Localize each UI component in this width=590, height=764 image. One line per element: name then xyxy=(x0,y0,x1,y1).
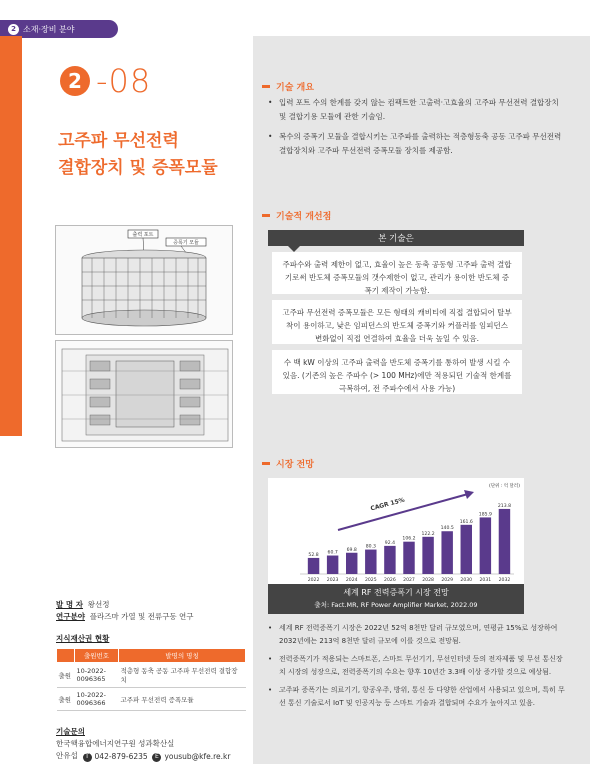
ip-table xyxy=(56,648,246,711)
ip-col-number: 출원번호 xyxy=(75,649,119,663)
title-line2: 결합장치 및 증폭모듈 xyxy=(58,158,218,178)
ip-name: 적층형 동축 공동 고주파 무선전력 결합장치 xyxy=(119,663,246,688)
heading-bar xyxy=(262,214,270,217)
device-diagram-top xyxy=(55,225,233,335)
chart-caption xyxy=(268,584,524,614)
bar-value-label: 185.9 xyxy=(478,512,492,518)
inventor-label: 발 명 자 xyxy=(56,600,83,609)
contact-block xyxy=(56,726,230,763)
x-tick-label: 2030 xyxy=(460,578,473,583)
bar-value-label: 140.5 xyxy=(440,526,454,532)
bar xyxy=(441,531,452,574)
chart-caption-source: 출처: Fact.MR, RF Power Amplifier Market, 2022.09 xyxy=(314,601,478,609)
market-bullet: • 고주파 증폭기는 의료기기, 항공우주, 방위, 통신 등 다양한 산업에서 사용되고 있으며, 특히 무선 통신 기술로서 IoT 및 인공지능 등 스마트 기술과 결합되며 수요가 높아지고 있음. xyxy=(268,684,568,709)
contact-org: 한국핵융합에너지연구원 성과확산실 xyxy=(56,739,175,748)
item-circle: 2 xyxy=(60,66,90,96)
chart-unit-label: (단위 : 억 달러) xyxy=(488,484,520,489)
chart-caption-title: 세계 RF 전력증폭기 시장 전망 xyxy=(343,588,449,597)
market-bullet: • 전력증폭기가 적용되는 스마트폰, 스마트 무선기기, 무선인터넷 등의 전자제품 및 무선 통신장치 시장의 성장으로, 전력증폭기의 수요는 향후 10년간 3.3배 이상 증가할 것으로 예상됨. xyxy=(268,653,568,678)
ip-col-type xyxy=(57,649,75,663)
bar-value-label: 213.8 xyxy=(497,503,512,509)
bar xyxy=(308,558,319,574)
market-heading-text: 시장 전망 xyxy=(276,460,314,470)
phone-icon: T xyxy=(83,753,92,762)
field-value: 플라즈마 가열 및 전류구동 연구 xyxy=(89,612,194,621)
overview-heading-text: 기술 개요 xyxy=(276,83,314,93)
heading-bar xyxy=(262,462,270,465)
bar xyxy=(403,542,414,574)
category-number: 2 xyxy=(8,24,19,35)
bar-value-label: 92.4 xyxy=(384,540,396,546)
bar xyxy=(365,550,376,574)
page-title xyxy=(58,128,218,182)
bar-value-label: 161.6 xyxy=(459,519,473,525)
improve-box: 고주파 무선전력 증폭모듈은 모든 형태의 캐비티에 직접 결합되어 탈부착이 용이하고, 낮은 임피던스의 반도체 증폭기와 커플러를 임피던스 변화없이 직접 연결하여 효율을 더욱 높일 수 있음. xyxy=(272,300,522,344)
label-amp-module: 증폭기 모듈 xyxy=(173,240,199,246)
field-label: 연구분야 xyxy=(56,612,85,621)
contact-email[interactable]: yousub@kfe.re.kr xyxy=(164,752,231,761)
bar-value-label: 69.8 xyxy=(346,547,357,553)
contact-name: 안유섭 xyxy=(56,751,78,760)
cagr-arrowhead xyxy=(464,490,474,499)
table-row xyxy=(57,663,246,688)
x-tick-label: 2025 xyxy=(364,578,377,583)
contact-phone[interactable]: 042-879-6235 xyxy=(94,752,148,761)
ip-heading xyxy=(56,633,109,645)
category-label: 소재·장비 분야 xyxy=(23,24,75,34)
bar-value-label: 60.7 xyxy=(327,550,338,556)
inventor-info xyxy=(56,599,194,623)
label-output-port: 출력 포트 xyxy=(132,232,154,238)
x-tick-label: 2023 xyxy=(326,578,339,583)
heading-bar xyxy=(262,85,270,88)
improve-heading xyxy=(262,209,331,222)
x-tick-label: 2024 xyxy=(345,578,358,583)
x-tick-label: 2022 xyxy=(307,578,320,583)
x-tick-label: 2026 xyxy=(384,578,396,583)
cagr-label: CAGR 15% xyxy=(369,496,406,513)
bar xyxy=(499,509,510,574)
x-tick-label: 2027 xyxy=(403,578,415,583)
x-tick-label: 2028 xyxy=(422,578,434,583)
title-line1: 고주파 무선전력 xyxy=(58,131,179,151)
bar xyxy=(346,553,357,574)
improve-heading-text: 기술적 개선점 xyxy=(276,212,332,222)
improve-box: 수 백 kW 이상의 고주파 출력을 반도체 증폭기를 통하여 발생 시킬 수 있음. (기존의 높은 주파수 (> 100 MHz)에만 적용되던 기술적 한계를 극복하여, 전 주파수에서 사용 가능) xyxy=(272,350,522,394)
bar xyxy=(384,546,395,574)
item-suffix: -08 xyxy=(96,62,152,100)
market-chart-svg xyxy=(268,478,524,586)
contact-heading: 기술문의 xyxy=(56,727,85,736)
improve-box: 주파수와 출력 제한이 없고, 효율이 높은 동축 공동형 고주파 출력 결합기로써 반도체 증폭모듈의 갯수제한이 없고, 관리가 용이한 반도체 증폭기 제작이 가능함. xyxy=(272,252,522,294)
x-tick-label: 2032 xyxy=(498,578,511,583)
bar xyxy=(327,556,338,574)
bar-value-label: 80.3 xyxy=(365,544,376,550)
overview-heading xyxy=(262,80,314,93)
bar xyxy=(422,537,433,574)
x-tick-label: 2029 xyxy=(441,578,454,583)
email-icon: E xyxy=(152,753,161,762)
overview-bullet: • 복수의 증폭기 모듈을 결합시키는 고주파를 출력하는 적층형동축 공동 고주파 무선전력 결합장치와 고주파 무선전력 증폭모듈 장치를 제공함. xyxy=(268,130,568,158)
ip-type: 출원 xyxy=(57,688,75,711)
inventor-value: 왕선정 xyxy=(87,600,110,609)
device-diagram-bottom xyxy=(55,340,233,448)
ip-name: 고주파 무선전력 증폭모듈 xyxy=(119,688,246,711)
overview-bullet: • 입력 포트 수의 한계를 갖지 않는 컴팩트한 고출력·고효율의 고주파 무선전력 결합장치 및 결합기용 모듈에 관한 기술임. xyxy=(268,96,568,124)
bar xyxy=(461,525,472,574)
x-tick-label: 2031 xyxy=(479,578,492,583)
ip-col-name: 발명의 명칭 xyxy=(119,649,246,663)
improve-box-title: 본 기술은 xyxy=(268,230,524,246)
overview-bullets xyxy=(268,96,568,164)
ip-heading-text: 지식재산권 현황 xyxy=(56,634,110,643)
market-heading xyxy=(262,457,314,470)
item-number xyxy=(60,62,151,100)
bar-value-label: 106.2 xyxy=(402,536,416,542)
bar-value-label: 52.8 xyxy=(308,552,319,558)
table-row xyxy=(57,688,246,711)
ip-number: 10-2022-0096366 xyxy=(75,688,119,711)
left-accent-bar xyxy=(0,36,22,436)
bar-value-label: 122.2 xyxy=(421,531,435,537)
market-bullet: • 세계 RF 전력증폭기 시장은 2022년 52억 8천만 달러 규모였으며, 연평균 15%로 성장하여 2032년에는 213억 8천만 달러 규모에 이를 것으로 전망됨. xyxy=(268,622,568,647)
bar xyxy=(480,517,491,574)
ip-number: 10-2022-0096365 xyxy=(75,663,119,688)
market-bullets xyxy=(268,622,568,715)
ip-type: 출원 xyxy=(57,663,75,688)
